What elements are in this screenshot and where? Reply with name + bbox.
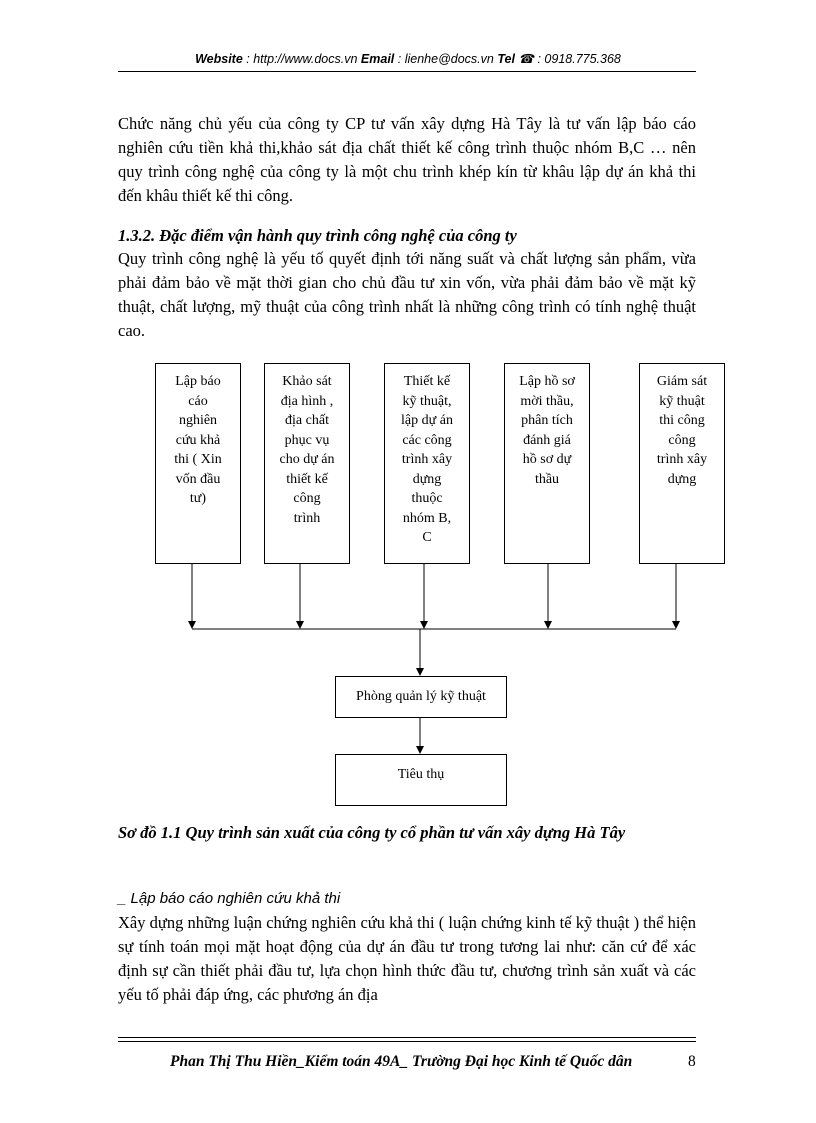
section-heading: 1.3.2. Đặc điểm vận hành quy trình công nghệ của công ty — [118, 226, 517, 245]
subsection-heading: _ Lập báo cáo nghiên cứu khả thi — [118, 890, 341, 907]
body-paragraph: Xây dựng những luận chứng nghiên cứu khả thi ( luận chứng kinh tế kỹ thuật ) thể hiện sự tính toán mọi mặt hoạt động của dự án đầu tư trong tương lai như: căn cứ để xác định sự cần thiết phải đầu tư, lựa chọn hình thức đầu tư, chương trình sản xuất và các yếu tố phải đáp ứng, các phương án địa — [118, 913, 696, 1004]
website-label: Website — [195, 52, 243, 66]
step-box-supervision: Giám sát kỹ thuật thi công công trình xây dựng — [639, 363, 725, 564]
email-label: Email — [360, 52, 395, 66]
step-box-survey: Khảo sát địa hình , địa chất phục vụ cho dự án thiết kế công trình — [264, 363, 350, 564]
page-header: Website : http://www.docs.vn Email : lienhe@docs.vn Tel ☎ : 0918.775.368 — [195, 52, 621, 66]
website-url[interactable]: http://www.docs.vn — [253, 52, 358, 66]
section-paragraph: Quy trình công nghệ là yếu tố quyết định tới năng suất và chất lượng sản phẩm, vừa phải đảm bảo về mặt thời gian cho chủ đầu tư xin vốn, vừa phải đảm bảo về mặt kỹ thuật, chất lượng, mỹ thuật của công trình nhất là những công trình có tính nghệ thuật cao. — [118, 249, 696, 340]
phone-icon: ☎ — [518, 52, 534, 66]
diagram-caption: Sơ đồ 1.1 Quy trình sản xuất của công ty cổ phần tư vấn xây dựng Hà Tây — [118, 823, 626, 842]
intro-paragraph: Chức năng chủ yếu của công ty CP tư vấn xây dựng Hà Tây là tư vấn lập báo cáo nghiên cứu tiền khả thi,khảo sát địa chất thiết kế công trình thuộc nhóm B,C … nên quy trình công nghệ của công ty là một chu trình khép kín từ khâu lập dự án khả thi đến khâu thiết kế thi công. — [118, 114, 696, 205]
tel-number: 0918.775.368 — [544, 52, 621, 66]
tel-label: Tel — [497, 52, 515, 66]
email-address[interactable]: lienhe@docs.vn — [404, 52, 494, 66]
page-number: 8 — [688, 1053, 696, 1070]
footer-author: Phan Thị Thu Hiền_Kiểm toán 49A_ Trường Đại học Kinh tế Quốc dân — [170, 1053, 633, 1070]
step-box-feasibility-report: Lập báo cáo nghiên cứu khả thi ( Xin vốn đầu tư) — [155, 363, 241, 564]
footer-divider-bottom — [118, 1041, 696, 1042]
management-box: Phòng quản lý kỹ thuật — [335, 676, 507, 718]
output-box: Tiêu thụ — [335, 754, 507, 806]
step-box-bidding: Lập hồ sơ mời thầu, phân tích đánh giá hồ sơ dự thầu — [504, 363, 590, 564]
footer-divider-top — [118, 1037, 696, 1038]
step-box-technical-design: Thiết kế kỹ thuật, lập dự án các công trình xây dựng thuộc nhóm B, C — [384, 363, 470, 564]
